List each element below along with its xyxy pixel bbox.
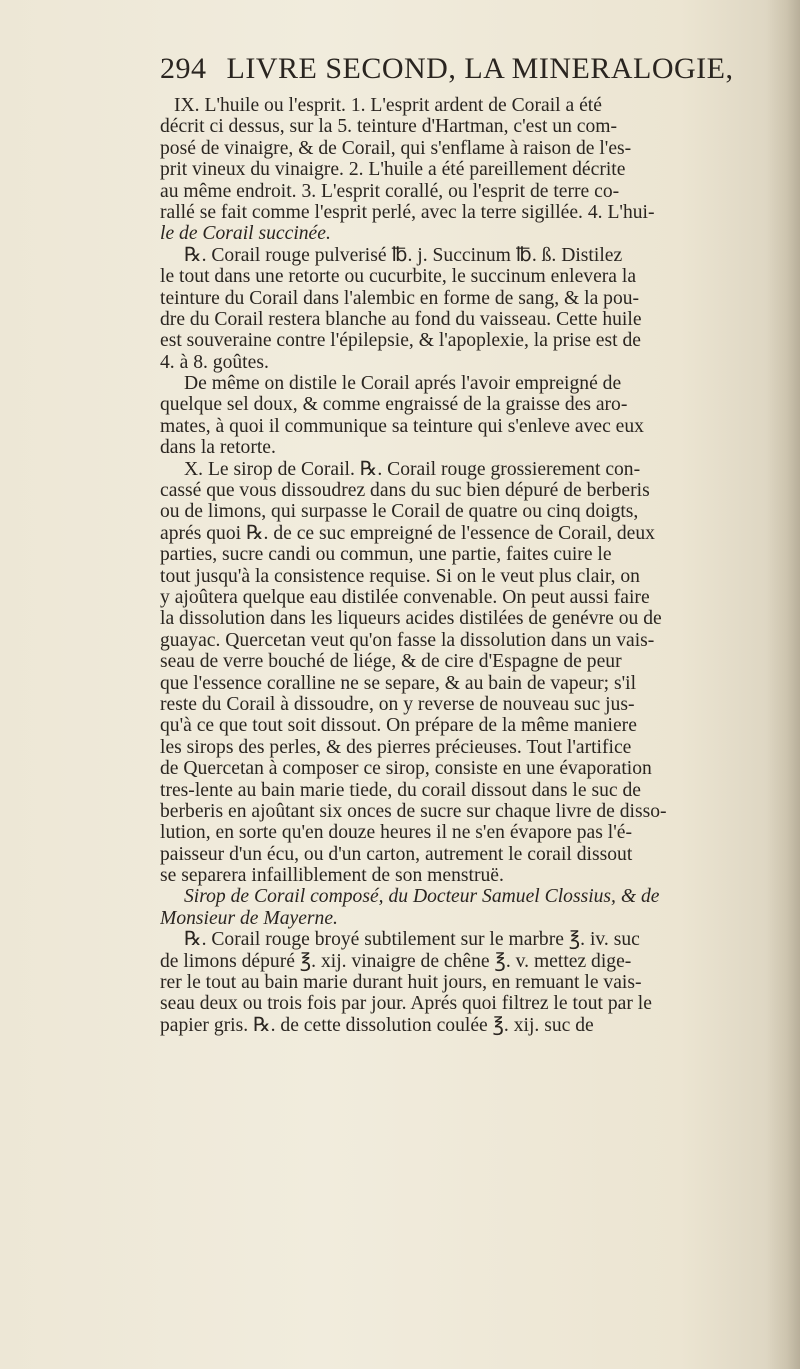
text-line: ℞. Corail rouge pulverisé ℔. j. Succinum ℔. ß. Distilez [184, 244, 623, 266]
running-header [160, 52, 760, 94]
text-line: au même endroit. 3. L'esprit corallé, ou l'esprit de terre co- [160, 180, 620, 202]
text-line: les sirops des perles, & des pierres précieuses. Tout l'artifice [160, 736, 632, 758]
section-heading-line: Sirop de Corail composé, du Docteur Samuel Clossius, & de [184, 886, 660, 908]
text-line: ℞. Corail rouge broyé subtilement sur le marbre ℥. iv. suc [184, 929, 640, 951]
running-title: LIVRE SECOND, LA MINERALOGIE, [226, 52, 734, 85]
text-line: paisseur d'un écu, ou d'un carton, autrement le corail dissout [160, 843, 633, 865]
page-number: 294 [160, 52, 207, 85]
text-line: se separera infailliblement de son menstruë. [160, 865, 504, 887]
text-line: aprés quoi ℞. de ce suc empreigné de l'essence de Corail, deux [160, 522, 655, 544]
text-line: cassé que vous dissoudrez dans du suc bien dépuré de berberis [160, 480, 650, 502]
text-line: de Quercetan à composer ce sirop, consiste en une évaporation [160, 758, 652, 780]
text-line: teinture du Corail dans l'alembic en forme de sang, & la pou- [160, 287, 640, 309]
text-line: parties, sucre candi ou commun, une partie, faites cuire le [160, 544, 612, 566]
text-line: prit vineux du vinaigre. 2. L'huile a été pareillement décrite [160, 159, 626, 181]
text-line: y ajoûtera quelque eau distilée convenable. On peut aussi faire [160, 586, 650, 608]
text-line: quelque sel doux, & comme engraissé de la graisse des aro- [160, 394, 628, 416]
text-line: décrit ci dessus, sur la 5. teinture d'Hartman, c'est un com- [160, 116, 618, 138]
text-line: reste du Corail à dissoudre, on y reverse de nouveau suc jus- [160, 693, 635, 715]
text-line: lution, en sorte qu'en douze heures il ne s'en évapore pas l'é- [160, 822, 632, 844]
section-heading-line: Monsieur de Mayerne. [160, 907, 338, 929]
text-line: ou de limons, qui surpasse le Corail de quatre ou cinq doigts, [160, 501, 639, 523]
text-line: est souveraine contre l'épilepsie, & l'apoplexie, la prise est de [160, 330, 641, 352]
text-line: papier gris. ℞. de cette dissolution coulée ℥. xij. suc de [160, 1014, 594, 1036]
text-line: mates, à quoi il communique sa teinture qui s'enleve avec eux [160, 415, 644, 437]
text-line: qu'à ce que tout soit dissout. On prépare de la même maniere [160, 715, 637, 737]
text-line: dre du Corail restera blanche au fond du vaisseau. Cette huile [160, 308, 642, 330]
text-line: tout jusqu'à la consistence requise. Si on le veut plus clair, on [160, 565, 640, 587]
text-line: seau de verre bouché de liége, & de cire d'Espagne de peur [160, 651, 622, 673]
text-line: guayac. Quercetan veut qu'on fasse la dissolution dans un vais- [160, 629, 655, 651]
text-line: rallé se fait comme l'esprit perlé, avec la terre sigillée. 4. L'hui- [160, 201, 655, 223]
text-line: rer le tout au bain marie durant huit jours, en remuant le vais- [160, 972, 642, 994]
text-line: tres-lente au bain marie tiede, du corail dissout dans le suc de [160, 779, 641, 801]
body-text [160, 95, 782, 1036]
text-line: X. Le sirop de Corail. ℞. Corail rouge grossierement con- [184, 458, 641, 480]
text-line: posé de vinaigre, & de Corail, qui s'enflame à raison de l'es- [160, 137, 632, 159]
text-line: seau deux ou trois fois par jour. Aprés quoi filtrez le tout par le [160, 993, 652, 1015]
text-line: le de Corail succinée. [160, 223, 331, 245]
text-line: de limons dépuré ℥. xij. vinaigre de chêne ℥. v. mettez dige- [160, 950, 632, 972]
text-line: le tout dans une retorte ou cucurbite, le succinum enlevera la [160, 266, 637, 288]
text-line: la dissolution dans les liqueurs acides distilées de genévre ou de [160, 608, 662, 630]
text-line: dans la retorte. [160, 437, 276, 459]
text-line: IX. L'huile ou l'esprit. 1. L'esprit ardent de Corail a été [174, 95, 602, 116]
text-line: berberis en ajoûtant six onces de sucre sur chaque livre de disso- [160, 800, 667, 822]
text-line: De même on distile le Corail aprés l'avoir empreigné de [184, 373, 622, 395]
text-line: 4. à 8. goûtes. [160, 351, 269, 373]
text-line: que l'essence coralline ne se separe, & au bain de vapeur; s'il [160, 672, 637, 694]
